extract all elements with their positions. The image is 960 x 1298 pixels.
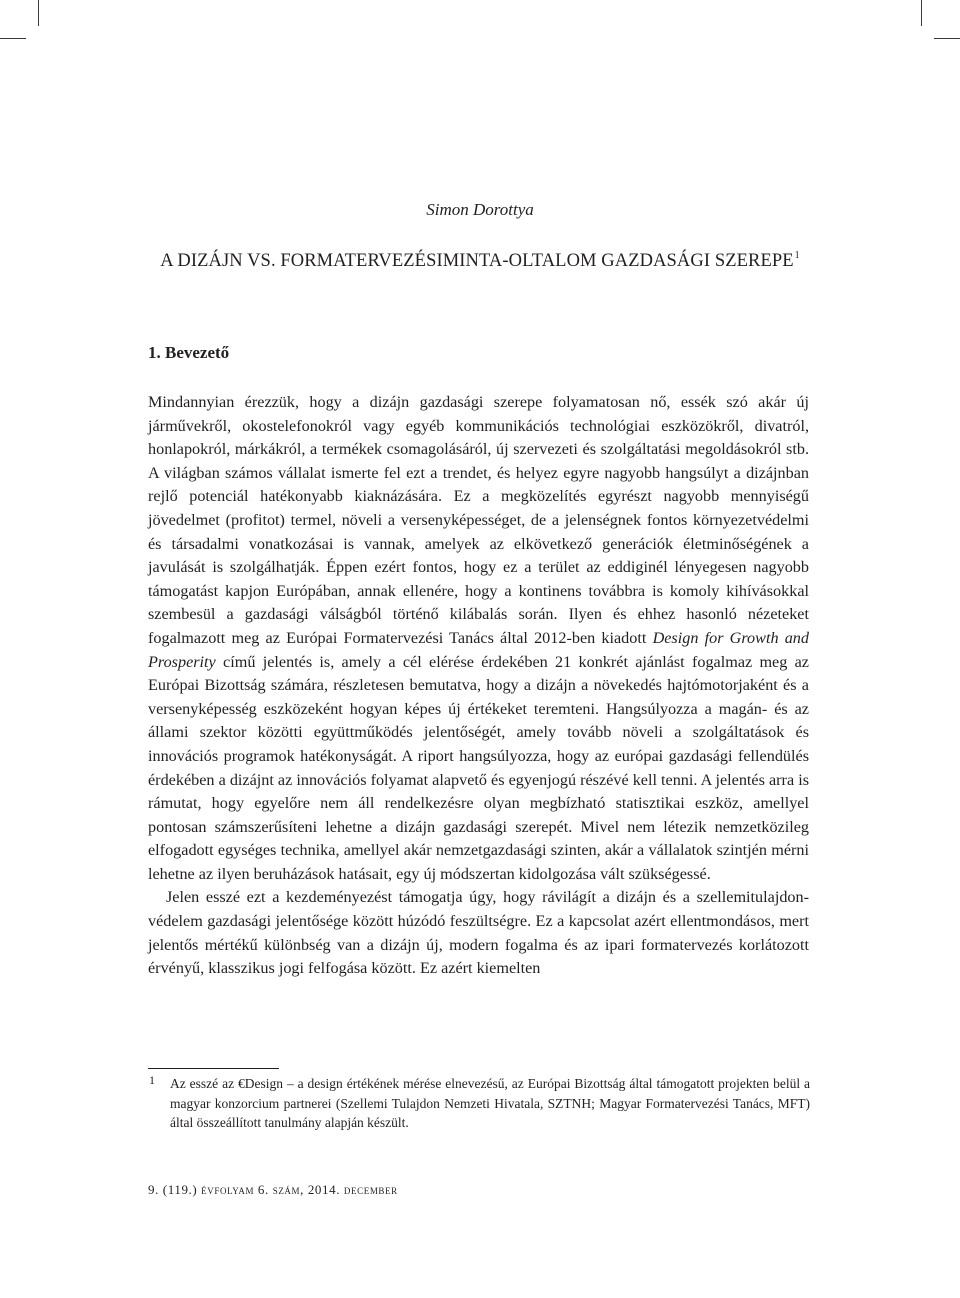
footnote-divider [148, 1068, 279, 1069]
paragraph-2: Jelen esszé ezt a kezdeményezést támogatja úgy, hogy rávilágít a dizájn és a szellemitulajdon-védelem gazdasági jelentősége között húzódó feszültségre. Ez a kapcsolat azért ellentmondásos, mert jelentős mértékű különbség van a dizájn új, modern fogalma és az ipari formatervezés korlátozott érvényű, klasszikus jogi felfogása között. Ez azért kiemelten [148, 888, 809, 978]
crop-mark-top-right-vertical [921, 0, 922, 26]
body-text [148, 391, 809, 981]
footnote-number: 1 [149, 1073, 155, 1087]
article-title [150, 243, 810, 274]
crop-mark-top-left-vertical [38, 0, 39, 26]
article-title-text: A DIZÁJN VS. FORMATERVEZÉSIMINTA-OLTALOM GAZDASÁGI SZEREPE [160, 251, 794, 271]
author-name: Simon Dorottya [426, 200, 534, 219]
page-footer: 9. (119.) évfolyam 6. szám, 2014. december [148, 1182, 398, 1197]
paragraph-1-text-before: Mindannyian érezzük, hogy a dizájn gazdasági szerepe folyamatosan nő, essék szó akár új járművekről, okostelefonokról vagy egyéb kommunikációs technológiai eszközökről, divatról, honlapokról, márkákról, a termékek csomagolásáról, új szervezeti és szolgáltatási megoldásokról stb. A világban számos vállalat ismerte fel ezt a trendet, és helyez egyre nagyobb hangsúlyt a dizájnban rejlő potenciál hatékonyabb kiaknázására. Ez a megközelítés egyrészt nagyobb mennyiségű jövedelmet (profitot) termel, növeli a versenyképességet, de a jelenségnek fontos környezetvédelmi és társadalmi vonatkozásai is vannak, amelyek az elkövetkező generációk életminőségének a javulását is szolgálhatják. Éppen ezért fontos, hogy ez a terület az eddiginél lényegesen nagyobb támogatást kapjon Európában, annak ellenére, hogy a kontinens továbbra is komoly kihívásokkal szembesül a gazdasági válságból történő kilábalás során. Ilyen és ehhez hasonló nézeteket fogalmazott meg az Európai Formatervezési Tanács által 2012-ben kiadott [148, 393, 809, 647]
crop-mark-top-left-horizontal [0, 38, 26, 39]
footnote-text: Az esszé az €Design – a design értékének mérése elnevezésű, az Európai Bizottság által támogatott projekten belül a magyar konzorcium partnerei (Szellemi Tulajdon Nemzeti Hivatala, SZTNH; Magyar Formatervezési Tanács, MFT) által összeállított tanulmány alapján készült. [170, 1076, 810, 1130]
paragraph-1 [148, 391, 809, 886]
crop-mark-top-right-horizontal [934, 38, 960, 39]
paragraph-1-text-after: című jelentés is, amely a cél elérése érdekében 21 konkrét ajánlást fogalmaz meg az Európai Bizottság számára, részletesen bemutatva, hogy a dizájn a növekedés hajtómotorjaként és a versenyképesség eszközeként hogyan képes új értékeket teremteni. Hangsúlyozza a magán- és az állami szektor közötti együttműködés jelentőségét, amely tovább növeli a szolgáltatások és innovációs programok hatékonyságát. A riport hangsúlyozza, hogy az európai gazdasági fellendülés érdekében a dizájnt az innovációs folyamat alapvető és egyenjogú részévé kell tenni. A jelentés arra is rámutat, hogy egyelőre nem áll rendelkezésre olyan megbízható statisztikai eszköz, amellyel pontosan számszerűsíteni lehetne a dizájn gazdasági szerepét. Mivel nem létezik nemzetközileg elfogadott egységes technika, amellyel akár nemzetgazdasági szinten, akár a vállalatok szintjén mérni lehetne az ilyen beruházások hatásait, egy új módszertan kidolgozása vált szükségessé. [148, 652, 809, 883]
section-heading: 1. Bevezető [148, 343, 230, 362]
title-footnote-mark[interactable]: 1 [794, 250, 800, 261]
report-title-italic: Design for Growth and Prosperity [148, 628, 809, 671]
